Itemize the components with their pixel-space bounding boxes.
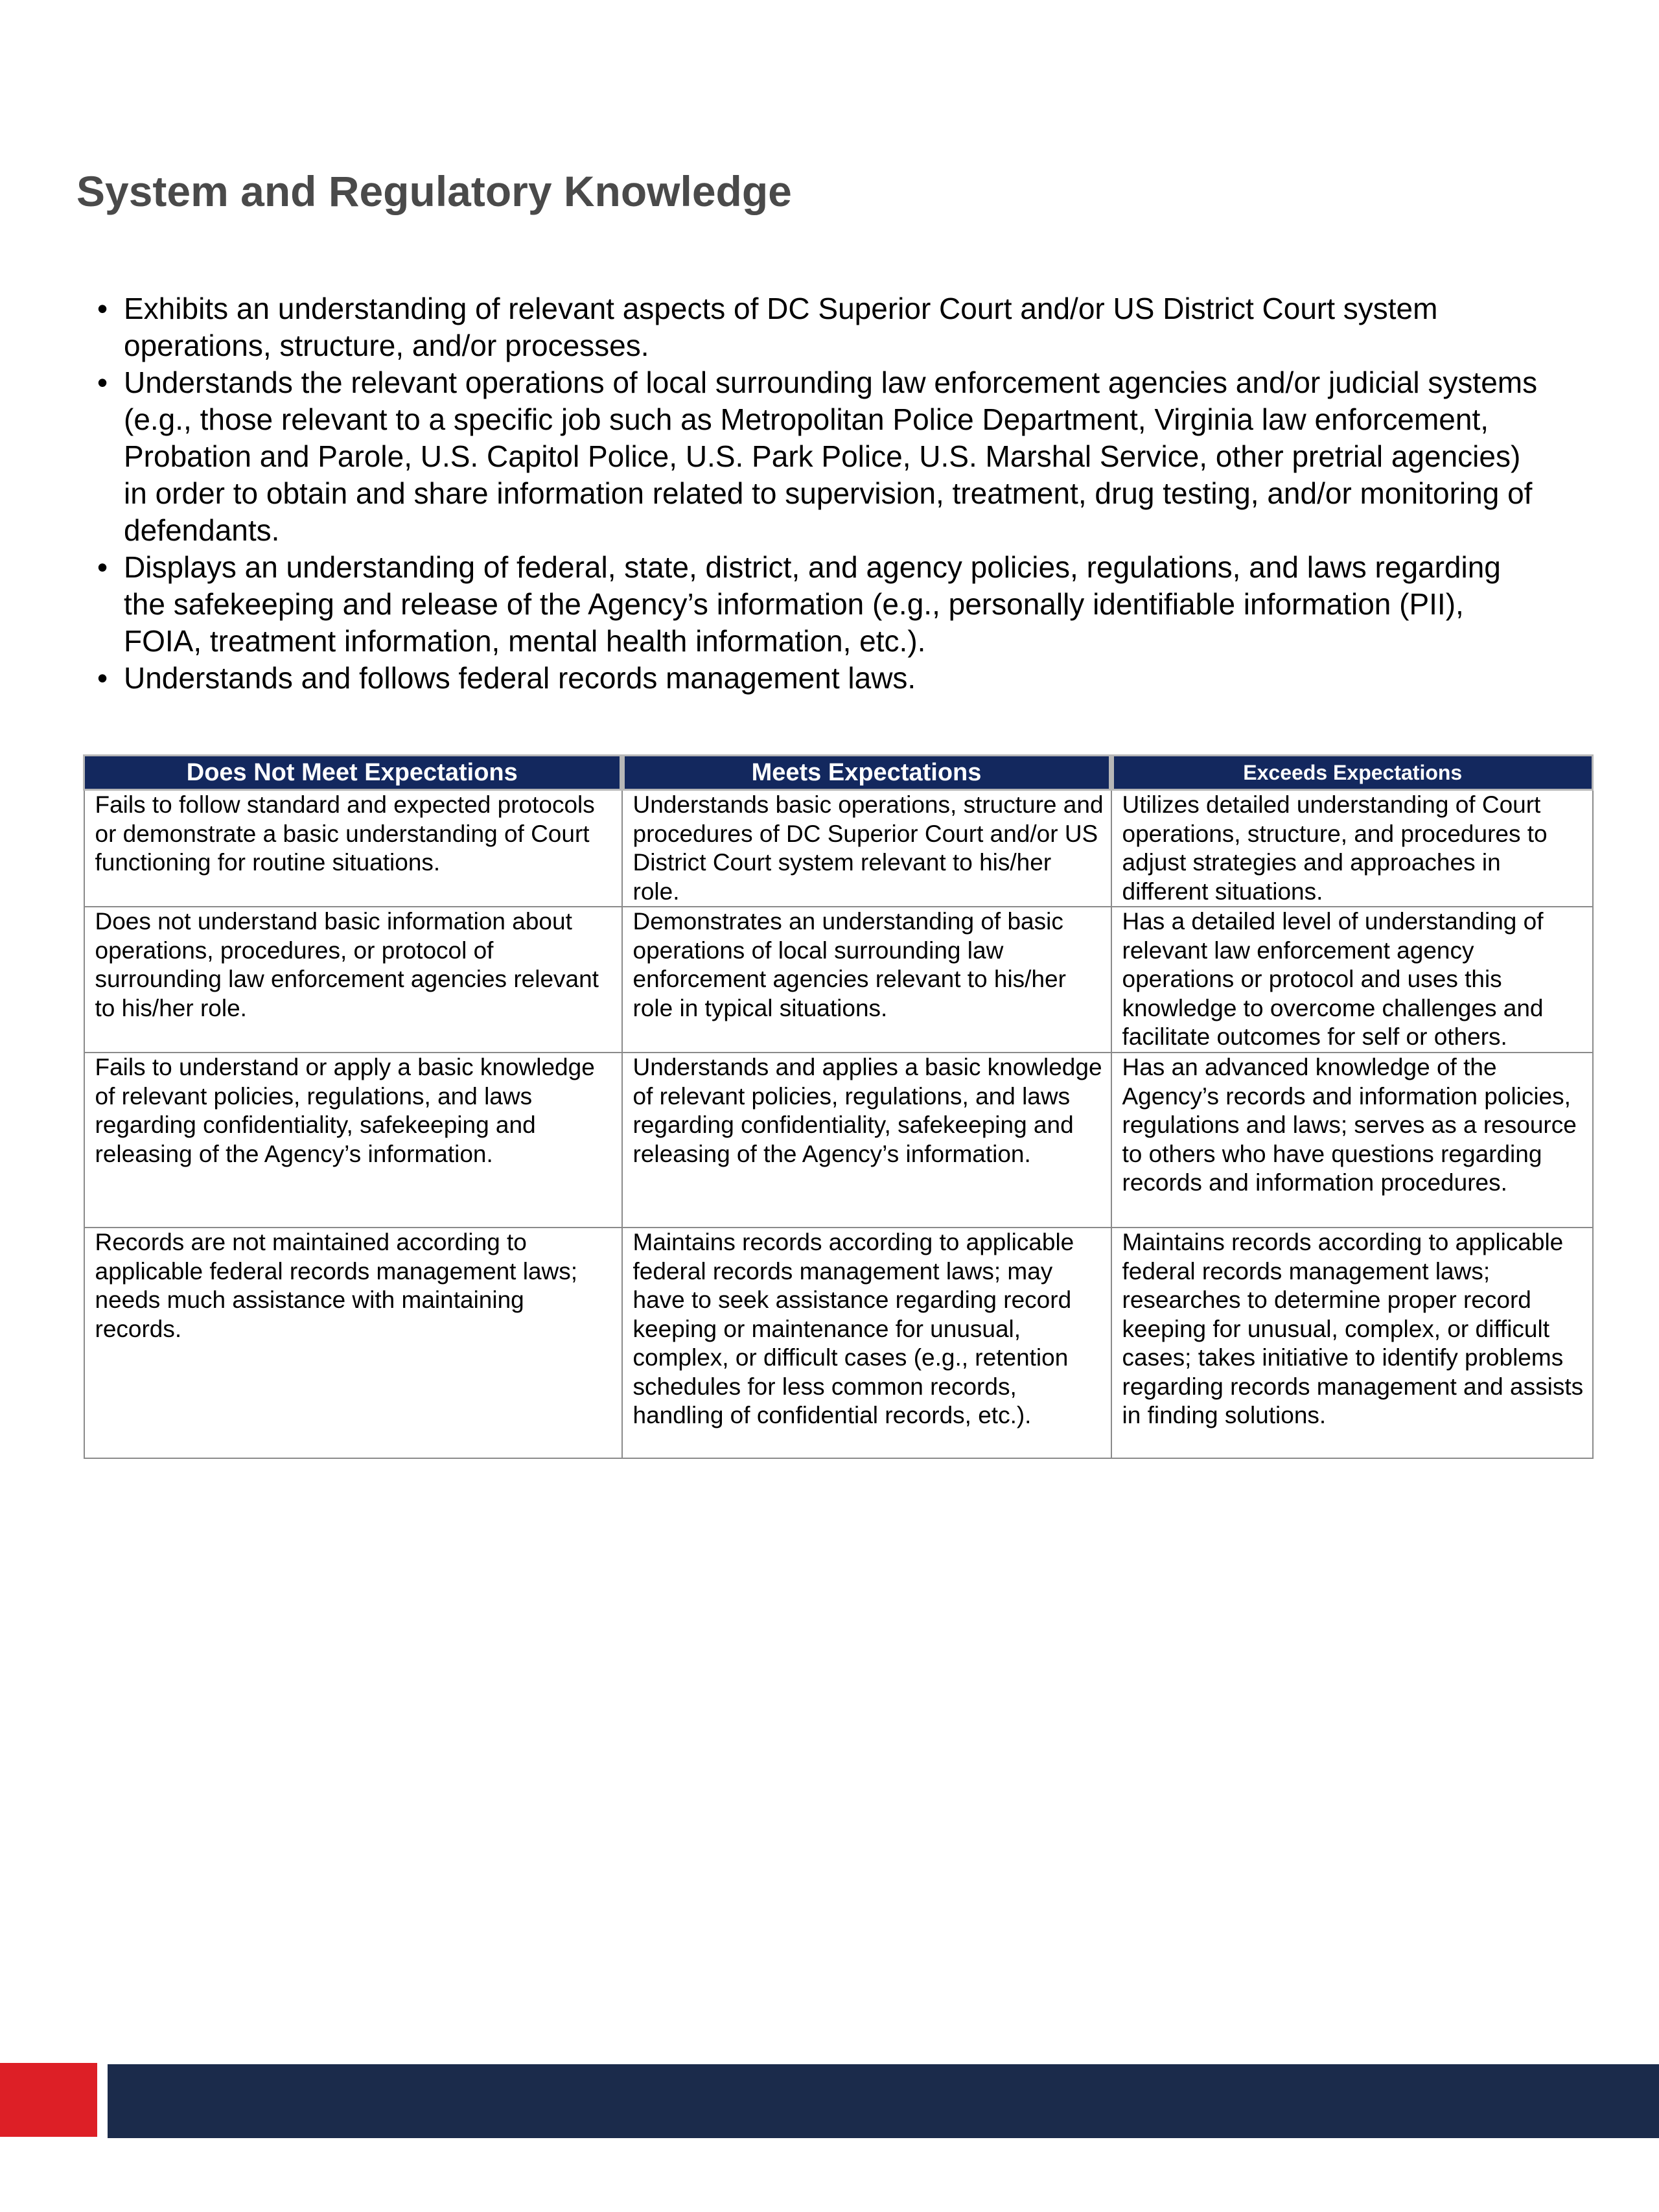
footer-red-block — [0, 2063, 97, 2137]
header-does-not-meet: Does Not Meet Expectations — [84, 756, 622, 790]
bullet-dot-icon: • — [97, 292, 108, 325]
bullet-text: Exhibits an understanding of relevant aspects of DC Superior Court and/or US District Court system operations, structure, and/or processes. — [124, 292, 1438, 362]
table-cell: Demonstrates an understanding of basic operations of local surrounding law enforcement agencies relevant to his/her role in typical situations. — [622, 907, 1111, 1053]
bullet-item — [97, 549, 1542, 660]
competency-bullet-list — [97, 290, 1542, 697]
table-cell: Maintains records according to applicable federal records management laws; may have to seek assistance regarding record keeping or maintenance for unusual, complex, or difficult cases (e.g., retention schedules for less common records, handling of confidential records, etc.). — [622, 1228, 1111, 1458]
table-cell: Has a detailed level of understanding of relevant law enforcement agency operations or protocol and uses this knowledge to overcome challenges and facilitate outcomes for self or others. — [1111, 907, 1593, 1053]
footer-navy-bar — [108, 2064, 1659, 2138]
table-row — [84, 1228, 1593, 1458]
bullet-dot-icon: • — [97, 550, 108, 584]
bullet-text: Understands and follows federal records management laws. — [124, 661, 916, 695]
table-row — [84, 1053, 1593, 1228]
table-row — [84, 907, 1593, 1053]
table-cell: Utilizes detailed understanding of Court operations, structure, and procedures to adjust strategies and approaches in different situations. — [1111, 790, 1593, 907]
bullet-text: Understands the relevant operations of local surrounding law enforcement agencies and/or judicial systems (e.g., those relevant to a specific job such as Metropolitan Police Department, Virginia law enforcement, Probation and Parole, U.S. Capitol Police, U.S. Park Police, U.S. Marshal Service, other pretrial agencies) in order to obtain and share information related to supervision, treatment, drug testing, and/or monitoring of defendants. — [124, 366, 1538, 547]
bullet-item — [97, 290, 1542, 364]
table-cell: Records are not maintained according to applicable federal records management laws; needs much assistance with maintaining records. — [84, 1228, 622, 1458]
table-cell: Understands basic operations, structure and procedures of DC Superior Court and/or US District Court system relevant to his/her role. — [622, 790, 1111, 907]
bullet-item — [97, 364, 1542, 549]
table-cell: Does not understand basic information about operations, procedures, or protocol of surrounding law enforcement agencies relevant to his/her role. — [84, 907, 622, 1053]
bullet-dot-icon: • — [97, 366, 108, 399]
table-row — [84, 790, 1593, 907]
table-cell: Maintains records according to applicable federal records management laws; researches to determine proper record keeping for unusual, complex, or difficult cases; takes initiative to identify problems regarding records management and assists in finding solutions. — [1111, 1228, 1593, 1458]
bullet-dot-icon: • — [97, 661, 108, 695]
header-meets: Meets Expectations — [622, 756, 1111, 790]
bullet-text: Displays an understanding of federal, state, district, and agency policies, regulations, and laws regarding the safekeeping and release of the Agency’s information (e.g., personally identifiable information (PII), FOIA, treatment information, mental health information, etc.). — [124, 550, 1501, 658]
table-header-row — [84, 756, 1593, 790]
table-cell: Fails to follow standard and expected protocols or demonstrate a basic understanding of Court functioning for routine situations. — [84, 790, 622, 907]
header-exceeds: Exceeds Expectations — [1111, 756, 1593, 790]
page-title: System and Regulatory Knowledge — [76, 167, 792, 215]
table-cell: Has an advanced knowledge of the Agency’s records and information policies, regulations and laws; serves as a resource to others who have questions regarding records and information procedures. — [1111, 1053, 1593, 1228]
bullet-item — [97, 660, 1542, 697]
table-cell: Understands and applies a basic knowledge of relevant policies, regulations, and laws regarding confidentiality, safekeeping and releasing of the Agency’s information. — [622, 1053, 1111, 1228]
expectations-rubric-table — [83, 754, 1594, 1459]
table-cell: Fails to understand or apply a basic knowledge of relevant policies, regulations, and laws regarding confidentiality, safekeeping and releasing of the Agency’s information. — [84, 1053, 622, 1228]
